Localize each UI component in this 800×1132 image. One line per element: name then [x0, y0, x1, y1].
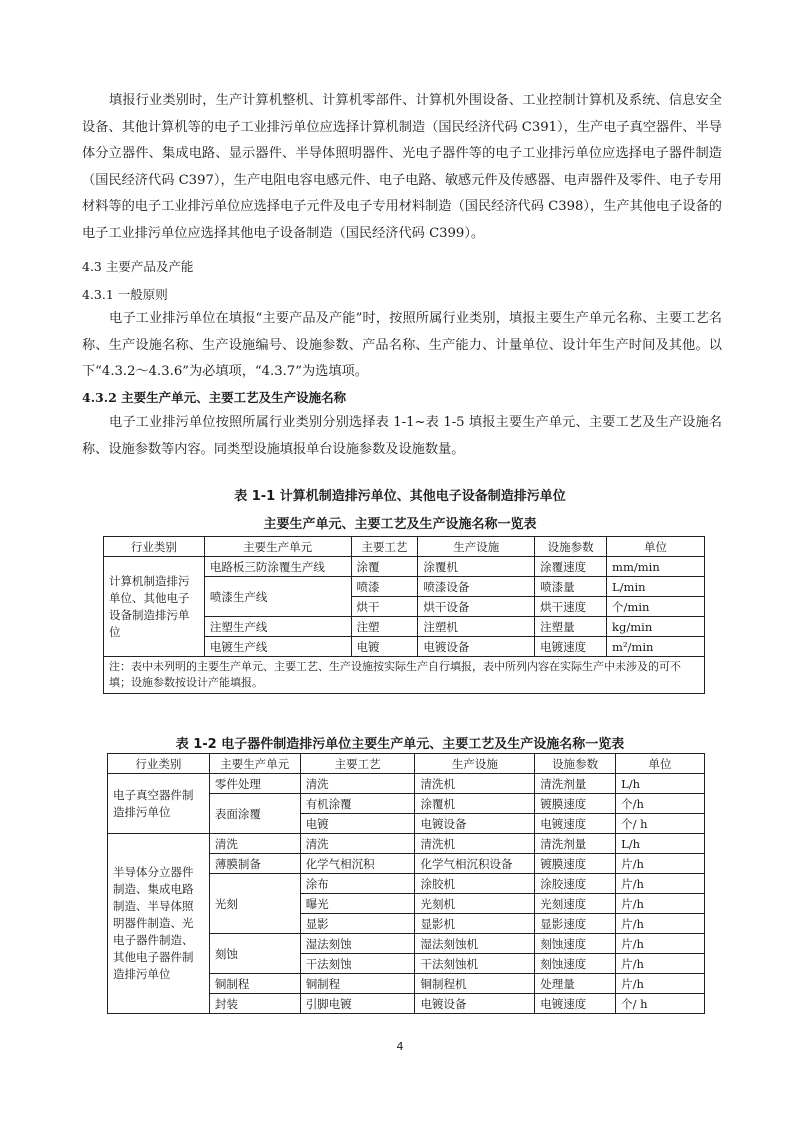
table-cell: 烘干 — [351, 597, 418, 617]
table-cell: 引脚电镀 — [300, 994, 415, 1014]
table-cell: 化学气相沉积设备 — [415, 854, 535, 874]
table-cell: 烘干速度 — [535, 597, 607, 617]
table-cell: 注塑量 — [535, 617, 607, 637]
table-cell: m²/min — [607, 637, 705, 657]
table-cell: 显影速度 — [535, 914, 616, 934]
industry-category-cell: 半导体分立器件制造、集成电路制造、半导体照明器件制造、光电子器件制造、其他电子器件制造排污单位 — [108, 834, 210, 1014]
table-header-cell: 主要工艺 — [351, 537, 418, 557]
table-cell: 光刻机 — [415, 894, 535, 914]
table-cell: 铜制程机 — [415, 974, 535, 994]
table-cell: 涂覆 — [351, 557, 418, 577]
section-heading-4-3-2: 4.3.2 主要生产单元、主要工艺及生产设施名称 — [82, 390, 347, 405]
section-heading-4-3: 4.3 主要产品及产能 — [82, 259, 194, 274]
table-cell: L/min — [607, 577, 705, 597]
table-cell: 显影机 — [415, 914, 535, 934]
table-cell: 个/min — [607, 597, 705, 617]
table-header-cell: 生产设施 — [415, 754, 535, 774]
table1-caption-line1: 表 1-1 计算机制造排污单位、其他电子设备制造排污单位 — [234, 489, 566, 504]
table-cell: 电镀速度 — [535, 637, 607, 657]
table-cell: 显影 — [300, 914, 415, 934]
table-cell: 片/h — [616, 874, 705, 894]
paragraph-4-3-2: 电子工业排污单位按照所属行业类别分别选择表 1-1~表 1-5 填报主要生产单元、主要工艺及生产设施名称、设施参数等内容。同类型设施填报单台设施参数及设施数量。 — [82, 415, 722, 457]
table-cell: L/h — [616, 834, 705, 854]
table-note: 注：表中未列明的主要生产单元、主要工艺、生产设施按实际生产自行填报，表中所列内容在实际生产中未涉及的可不填；设施参数按设计产能填报。 — [104, 657, 705, 694]
intro-paragraph: 填报行业类别时，生产计算机整机、计算机零部件、计算机外围设备、工业控制计算机及系统、信息安全设备、其他计算机等的电子工业排污单位应选择计算机制造（国民经济代码 C391），生产电子真空器件、半导体分立器件、集成电路、显示器件、半导体照明器件、光电子器件等的电子工业排污单位应选择电子器件制造（国民经济代码 C397），生产电阻电容电感元件、电子电路、敏感元件及传感器、电声器件及零件、电子专用材料等的电子工业排污单位应选择电子元件及电子专用材料制造（国民经济代码 C398），生产其他电子设备的电子工业排污单位应选择其他电子设备制造（国民经济代码 C399）。 — [82, 93, 722, 241]
paragraph-4-3-1: 电子工业排污单位在填报“主要产品及产能”时，按照所属行业类别，填报主要生产单元名称、主要工艺名称、生产设施名称、生产设施编号、设施参数、产品名称、生产能力、计量单位、设计年生产时间及其他。以下“4.3.2～4.3.6”为必填项，“4.3.7”为选填项。 — [82, 311, 722, 379]
table-header-cell: 单位 — [607, 537, 705, 557]
table-cell: mm/min — [607, 557, 705, 577]
table-cell: 干法刻蚀 — [300, 954, 415, 974]
table-row — [104, 557, 705, 577]
table-cell: 注塑生产线 — [204, 617, 351, 637]
table-cell: 清洗剂量 — [535, 774, 616, 794]
table-header-cell: 生产设施 — [418, 537, 535, 557]
table-cell: 片/h — [616, 894, 705, 914]
industry-category-cell: 电子真空器件制造排污单位 — [108, 774, 210, 834]
table-cell: 曝光 — [300, 894, 415, 914]
table-cell: 片/h — [616, 934, 705, 954]
table-cell: 注塑 — [351, 617, 418, 637]
table-cell: 电镀设备 — [418, 637, 535, 657]
table-note-row — [104, 657, 705, 694]
table-cell: 清洗机 — [415, 774, 535, 794]
table-cell: 个/h — [616, 794, 705, 814]
table-cell: 电镀 — [351, 637, 418, 657]
table-cell: 片/h — [616, 974, 705, 994]
table-cell: 刻蚀速度 — [535, 934, 616, 954]
table-cell: 铜制程 — [209, 974, 300, 994]
table-cell: 电镀速度 — [535, 814, 616, 834]
table-1-1 — [103, 536, 705, 694]
table-header-cell: 行业类别 — [108, 754, 210, 774]
table-cell: 片/h — [616, 854, 705, 874]
table-cell: 湿法刻蚀机 — [415, 934, 535, 954]
table-cell: 涂覆速度 — [535, 557, 607, 577]
table-cell: 电镀 — [300, 814, 415, 834]
table-header-cell: 主要生产单元 — [204, 537, 351, 557]
table-cell: 涂布 — [300, 874, 415, 894]
table-cell: 封装 — [209, 994, 300, 1014]
table-cell: 零件处理 — [209, 774, 300, 794]
table-cell: 清洗 — [300, 834, 415, 854]
table-row — [108, 834, 705, 854]
table-cell: 电镀速度 — [535, 994, 616, 1014]
table-cell: 片/h — [616, 914, 705, 934]
table-cell: 处理量 — [535, 974, 616, 994]
table-cell: 个/ h — [616, 994, 705, 1014]
table-header-row — [104, 537, 705, 557]
page-number: 4 — [396, 1040, 404, 1053]
table-cell: 涂胶速度 — [535, 874, 616, 894]
table-cell: 清洗剂量 — [535, 834, 616, 854]
table-cell: 涂胶机 — [415, 874, 535, 894]
table-cell: 注塑机 — [418, 617, 535, 637]
section-heading-4-3-1: 4.3.1 一般原则 — [82, 287, 168, 302]
table-cell: 湿法刻蚀 — [300, 934, 415, 954]
table-cell: 清洗机 — [415, 834, 535, 854]
table-cell: 镀膜速度 — [535, 854, 616, 874]
table-cell: 涂覆机 — [415, 794, 535, 814]
table-cell: 光刻速度 — [535, 894, 616, 914]
table-header-row — [108, 754, 705, 774]
table-cell: 光刻 — [209, 874, 300, 934]
table1-caption-line2: 主要生产单元、主要工艺及生产设施名称一览表 — [263, 517, 537, 532]
table-cell: 电镀设备 — [415, 994, 535, 1014]
table-cell: 片/h — [616, 954, 705, 974]
table-1-2 — [107, 753, 705, 1014]
table-cell: 干法刻蚀机 — [415, 954, 535, 974]
table-cell: 化学气相沉积 — [300, 854, 415, 874]
table-cell: 喷漆量 — [535, 577, 607, 597]
table-cell: 喷漆 — [351, 577, 418, 597]
table-header-cell: 单位 — [616, 754, 705, 774]
table-cell: 电镀设备 — [415, 814, 535, 834]
table-header-cell: 主要工艺 — [300, 754, 415, 774]
table-cell: 涂覆机 — [418, 557, 535, 577]
table-header-cell: 行业类别 — [104, 537, 205, 557]
table-cell: 个/ h — [616, 814, 705, 834]
table-cell: L/h — [616, 774, 705, 794]
table-cell: kg/min — [607, 617, 705, 637]
table-cell: 电镀生产线 — [204, 637, 351, 657]
table-cell: 电路板三防涂覆生产线 — [204, 557, 351, 577]
table-cell: 有机涂覆 — [300, 794, 415, 814]
table2-caption: 表 1-2 电子器件制造排污单位主要生产单元、主要工艺及生产设施名称一览表 — [175, 737, 625, 752]
table-cell: 烘干设备 — [418, 597, 535, 617]
table-header-cell: 主要生产单元 — [209, 754, 300, 774]
table-cell: 刻蚀 — [209, 934, 300, 974]
table-cell: 薄膜制备 — [209, 854, 300, 874]
table-cell: 刻蚀速度 — [535, 954, 616, 974]
table-cell: 喷漆生产线 — [204, 577, 351, 617]
table-header-cell: 设施参数 — [535, 537, 607, 557]
table-cell: 表面涂覆 — [209, 794, 300, 834]
industry-category-cell: 计算机制造排污单位、其他电子设备制造排污单位 — [104, 557, 205, 657]
table-header-cell: 设施参数 — [535, 754, 616, 774]
table-row — [108, 774, 705, 794]
table-cell: 清洗 — [209, 834, 300, 854]
table-cell: 清洗 — [300, 774, 415, 794]
table-cell: 镀膜速度 — [535, 794, 616, 814]
table-cell: 喷漆设备 — [418, 577, 535, 597]
table-cell: 铜制程 — [300, 974, 415, 994]
